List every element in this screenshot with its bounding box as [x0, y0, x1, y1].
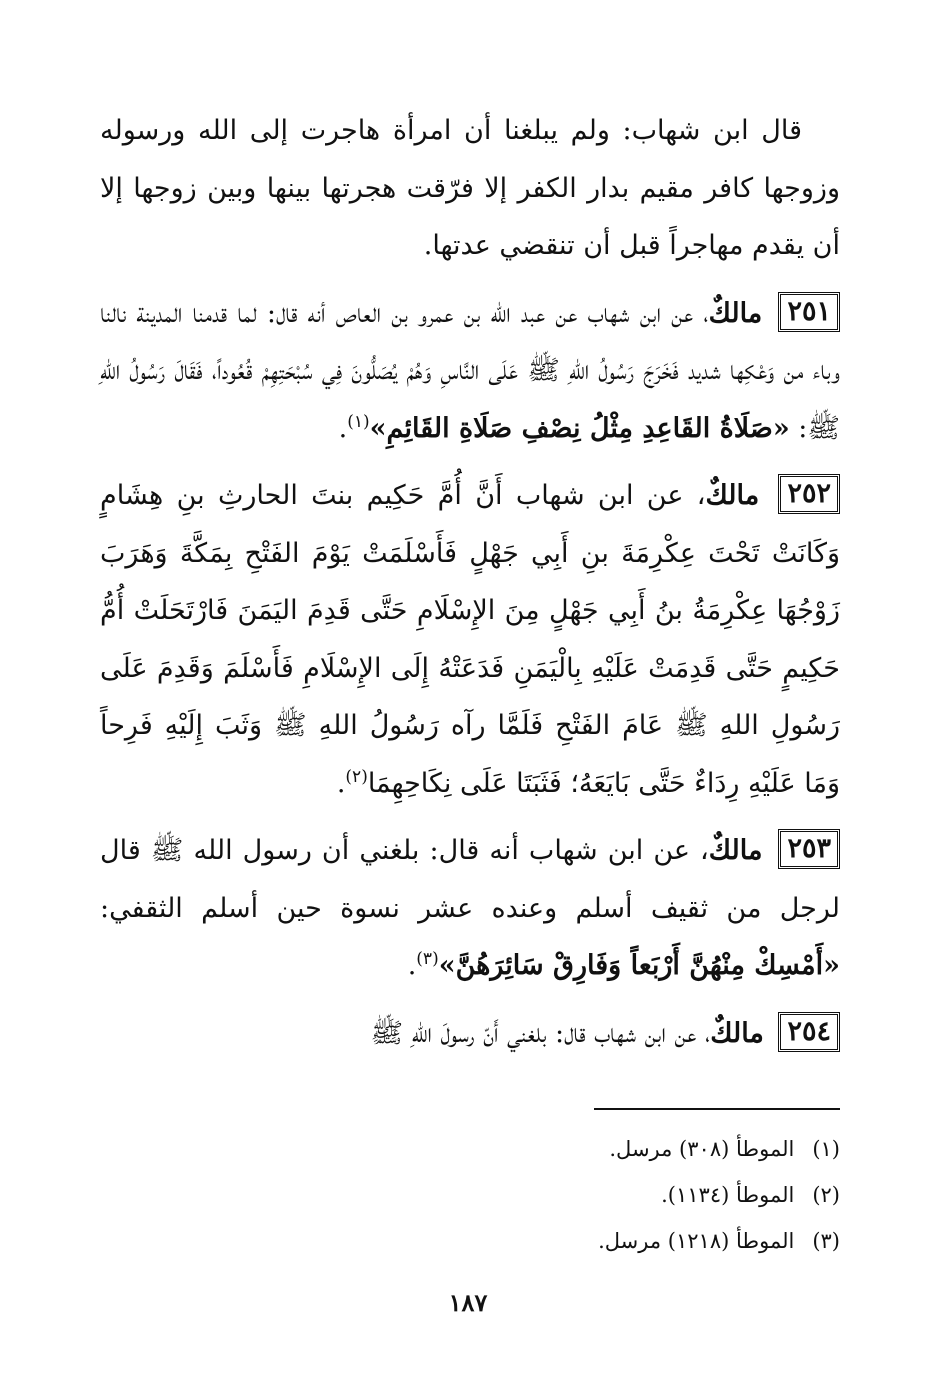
footnote-text: الموطأ (١٢١٨) مرسل.: [598, 1229, 795, 1253]
hadith-text: ، عن ابن شهاب أَنَّ أُمَّ حَكِيم بنتَ الحارثِ بنِ هِشَامٍ وَكَانَتْ تَحْتَ عِكْرِمَةَ بنِ أَبِي جَهْلٍ فَأَسْلَمَتْ يَوْمَ الفَتْحِ بِمَكَّةَ وَهَرَبَ زَوْجُهَا عِكْرِمَةُ بنُ أَبِي جَهْلٍ مِنَ الإِسْلَامِ حَتَّى قَدِمَ اليَمَنَ فَارْتَحَلَتْ أُمُّ حَكِيمٍ حَتَّى قَدِمَتْ عَلَيْهِ بِالْيَمَنِ فَدَعَتْهُ إِلَى الإِسْلَامِ فَأَسْلَمَ وَقَدِمَ عَلَى رَسُولِ اللهِ ﷺ عَامَ الفَتْحِ فَلَمَّا رآه رَسُولُ اللهِ ﷺ وَثَبَ إِلَيْهِ فَرِحاً وَمَا عَلَيْهِ رِدَاءٌ حَتَّى بَايَعَهُ؛ فَثَبَتَا عَلَى نِكَاحِهِمَا: [100, 480, 840, 799]
narrator-lead: مالكٌ: [705, 480, 760, 511]
narrator-lead: مالكٌ: [710, 1017, 764, 1049]
prophetic-quote: «أَمْسِكْ مِنْهُنَّ أَرْبَعاً وَفَارِقْ سَائِرَهُنَّ»: [438, 950, 840, 981]
hadith-number: ٢٥٣: [778, 829, 840, 869]
footnote-number: (٣): [812, 1229, 840, 1253]
footnote-text: الموطأ (١١٣٤).: [661, 1183, 795, 1207]
hadith-number: ٢٥٢: [778, 474, 840, 514]
footnote-2: [300, 1172, 840, 1218]
prophetic-quote: «صَلَاةُ القَاعِدِ مِثْلُ نِصْفِ صَلَاةِ القَائِمِ»: [369, 412, 790, 444]
sentence-end: .: [338, 412, 348, 444]
footnote-text: الموطأ (٣٠٨) مرسل.: [609, 1137, 795, 1161]
sentence-end: .: [407, 950, 417, 981]
paragraph-text: قال ابن شهاب: ولم يبلغنا أن امرأة هاجرت إلى الله ورسوله وزوجها كافر مقيم بدار الكفر إلا فرّقت هجرتها بينها وبين زوجها إلا أن يقدم مهاجراً قبل أن تنقضي عدتها.: [100, 115, 840, 261]
narrator-lead: مالكٌ: [708, 297, 763, 329]
hadith-text: ، عن ابن شهاب عن عبد الله بن عمرو بن العاص أنه قال: لما قدمنا المدينة نالنا وباء من وَعْكِها شديد فَخَرَجَ رَسُولُ اللهِ ﷺ عَلَى النَّاسِ وَهُمْ يُصَلُّونَ فِي سُبْحَتِهِمْ قُعُوداً، فَقَالَ رَسُولُ اللهِ ﷺ:: [100, 297, 840, 444]
hadith-number: ٢٥١: [778, 292, 840, 332]
hadith-252: [100, 467, 840, 812]
hadith-254: [100, 1005, 840, 1063]
narrator-lead: مالكٌ: [708, 835, 763, 866]
hadith-text: ، عن ابن شهاب أنه قال: بلغني أن رسول الله ﷺ قال لرجل من ثقيف أسلم وعنده عشر نسوة حين أسلم الثقفي:: [100, 835, 840, 924]
footnote-divider: [594, 1108, 840, 1110]
hadith-text: ، عن ابن شهاب قال: بلغني أَنّ رسولَ اللهِ ﷺ: [370, 1017, 711, 1049]
footnote-ref: (٣): [416, 949, 439, 969]
sentence-end: .: [336, 767, 346, 799]
hadith-251: [100, 285, 840, 458]
footnote-1: [300, 1126, 840, 1172]
footnote-ref: (١): [347, 411, 370, 432]
footnote-number: (٢): [812, 1183, 840, 1207]
hadith-253: [100, 822, 840, 995]
footnote-number: (١): [812, 1137, 840, 1161]
footnotes: [300, 1126, 840, 1264]
paragraph-intro: [100, 102, 840, 275]
footnote-3: [300, 1218, 840, 1264]
footnote-ref: (٢): [345, 766, 368, 787]
hadith-number: ٢٥٤: [778, 1012, 840, 1052]
page-number: ١٨٧: [448, 1288, 488, 1317]
main-text: [100, 102, 840, 1072]
